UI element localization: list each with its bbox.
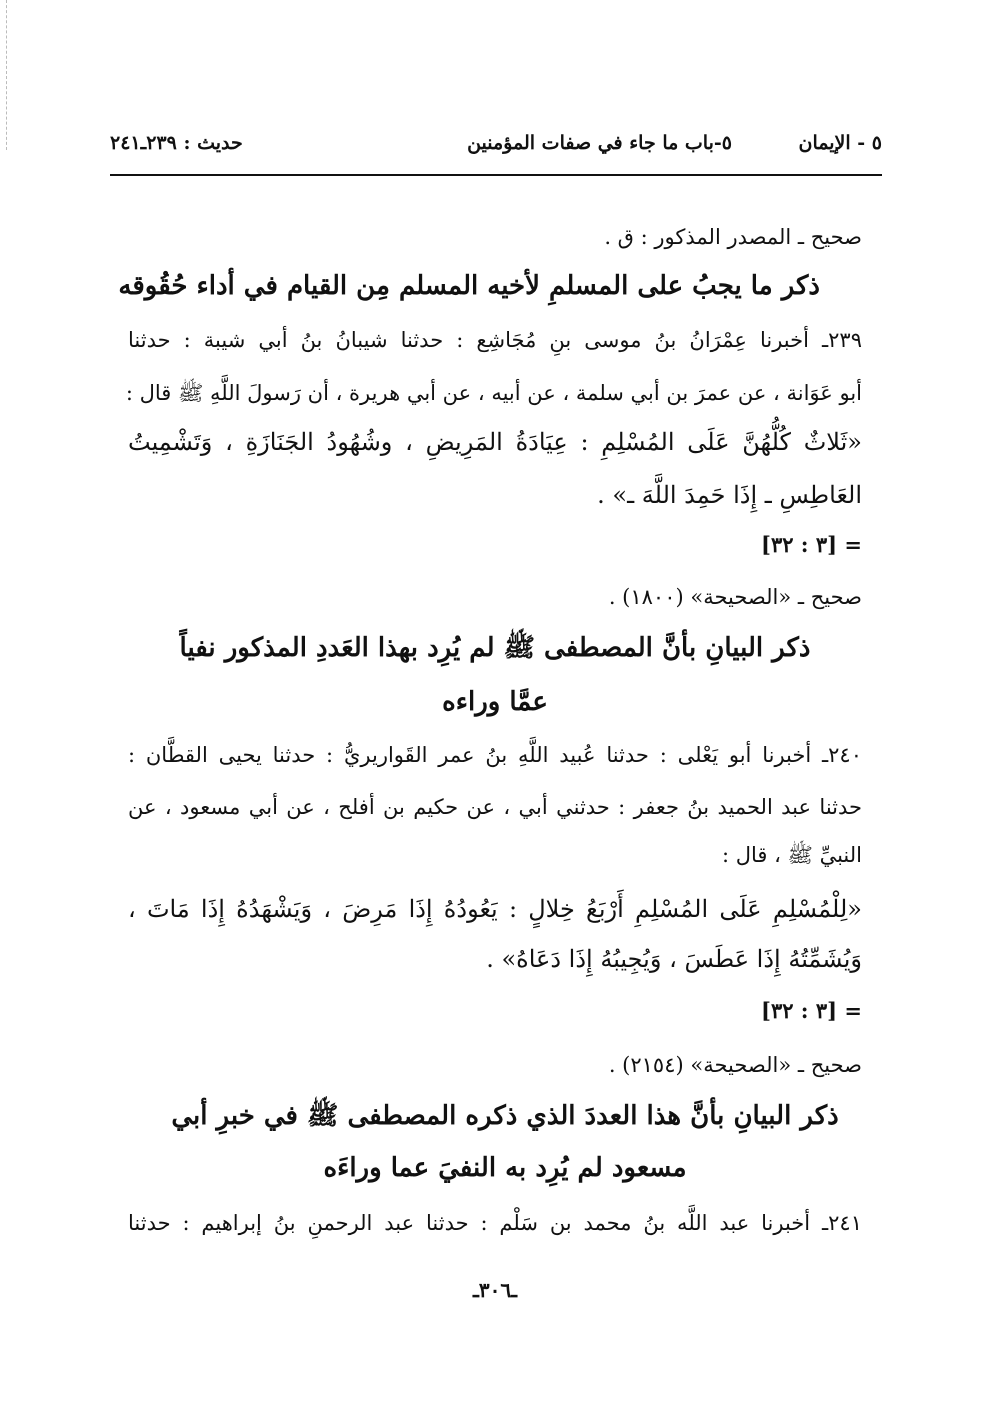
hadith-text-line: «ثَلاثٌ كُلُّهُنَّ عَلَى المُسْلِمِ : عِيَادَةُ المَرِيضِ ، وشُهُودُ الجَنَازَةِ ، وَتَشْمِيتُ	[128, 428, 862, 456]
isnad-line: حدثنا عبد الحميد بنُ جعفر : حدثني أبي ، عن حكيم بن أفلح ، عن أبي مسعود ، عن	[128, 795, 863, 819]
hadith-text-line: «لِلْمُسْلِمِ عَلَى المُسْلِمِ أَرْبَعُ خِلالٍ : يَعُودُهُ إِذَا مَرِضَ ، وَيَشْهَدُهُ إِذَا مَاتَ ،	[128, 895, 862, 923]
binding-edge	[6, 0, 7, 150]
grade-line: صحيح ـ «الصحيحة» (٢١٥٤) .	[608, 1053, 862, 1077]
chapter-heading: ذكر البيانِ بأنَّ المصطفى ﷺ لم يُرِد بهذا العَددِ المذكور نفياً	[179, 633, 811, 663]
chapter-heading: مسعود لم يُرِد به النفيَ عما وراءَه	[323, 1153, 687, 1183]
header-divider	[110, 174, 882, 176]
chapter-heading: عمَّا وراءه	[442, 687, 548, 717]
section-title: ٥-باب ما جاء في صفات المؤمنين	[467, 132, 732, 154]
isnad-line: ٢٤٠ـ أخبرنا أبو يَعْلى : حدثنا عُبيد اللَّهِ بنُ عمر القَواريريُّ : حدثنا يحيى القطَّان :	[128, 743, 862, 767]
chapter-heading: ذكر ما يجبُ على المسلمِ لأخيه المسلم مِن القيام في أداء حُقُوقه	[118, 271, 820, 301]
hadith-text-line: العَاطِسِ ـ إِذَا حَمِدَ اللَّهَ ـ» .	[597, 481, 862, 509]
running-header	[110, 132, 882, 166]
isnad-line: أبو عَوَانة ، عن عمرَ بن أبي سلمة ، عن أبيه ، عن أبي هريرة ، أن رَسولَ اللَّهِ ﷺ قال :	[125, 381, 862, 405]
hadith-range: حديث : ٢٣٩ـ٢٤١	[110, 132, 243, 154]
grade-line: صحيح ـ «الصحيحة» (١٨٠٠) .	[608, 585, 862, 609]
page-number: ـ٣٠٦ـ	[473, 1278, 517, 1302]
chapter-title: ٥ - الإيمان	[798, 132, 882, 154]
hadith-text-line: وَيُشَمِّتُهُ إِذَا عَطَسَ ، وَيُجِيبُهُ إِذَا دَعَاهُ» .	[486, 945, 862, 973]
chapter-heading: ذكر البيانِ بأنَّ هذا العددَ الذي ذكره المصطفى ﷺ في خبرِ أبي	[171, 1101, 839, 1131]
isnad-line: ٢٣٩ـ أخبرنا عِمْرَانُ بنُ موسى بنِ مُجَاشِع : حدثنا شيبانُ بنُ أبي شيبة : حدثنا	[128, 328, 862, 352]
grade-line: صحيح ـ المصدر المذكور : ق .	[604, 225, 862, 249]
isnad-line: النبيِّ ﷺ ، قال :	[721, 843, 862, 867]
isnad-line: ٢٤١ـ أخبرنا عبد اللَّه بنُ محمد بن سَلْم : حدثنا عبد الرحمنِ بنُ إبراهيم : حدثنا	[128, 1211, 862, 1235]
reference-line: = [٣ : ٣٢]	[761, 998, 862, 1023]
reference-line: = [٣ : ٣٢]	[761, 532, 862, 557]
